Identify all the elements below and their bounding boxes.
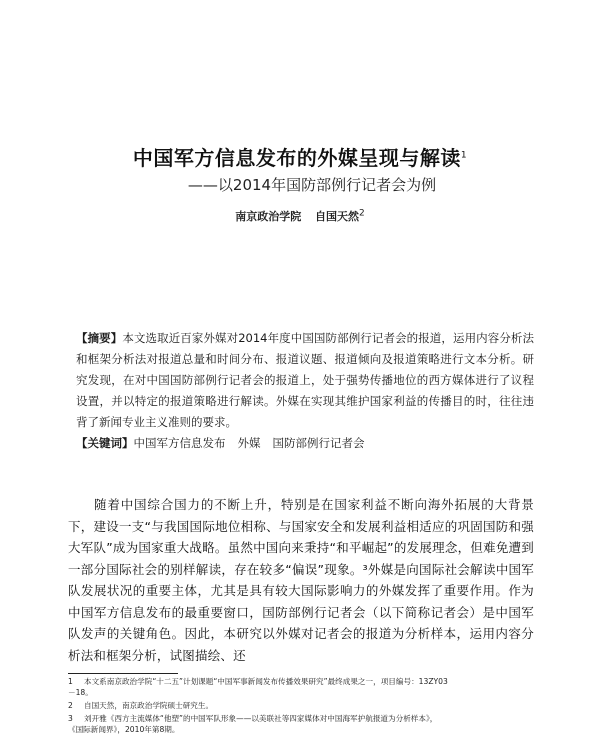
body-paragraph: 随着中国综合国力的不断上升，特别是在国家利益不断向海外拓展的大背景下，建设一支“与我国国际地位相称、与国家安全和发展利益相适应的巩固国防和强大军队”成为国家重大战略。虽然中国向来秉持“和平崛起”的发展理念，但难免遭到一部分国际社会的别样解读，存在较多“偏误”现象。³外媒是向国际社会解读中国军队发展状况的重要主体，尤其是具有较大国际影响力的外媒发挥了重要作用。作为中国军方信息发布的最重要窗口，国防部例行记者会（以下简称记者会）是中国军队发声的关键角色。因此，本研究以外媒对记者会的报道为分析样本，运用内容分析法和框架分析，试图描绘、还: [68, 497, 534, 663]
title-footnote-mark[interactable]: 1: [460, 150, 468, 161]
keyword: 外媒: [237, 436, 261, 450]
footnote: [68, 700, 538, 711]
paper-title-text: 中国军方信息发布的外媒呈现与解读: [132, 146, 461, 170]
author-name: 自国天然$^2$: [315, 208, 365, 223]
author-line: [0, 208, 600, 224]
footnote-text: 自国天然，南京政治学院硕士研究生。: [84, 701, 214, 710]
footnote-text: 刘开雅《西方主流媒体“他塑”的中国军队形象——以美联社等四家媒体对中国海军护航报道为分析样本》，: [84, 714, 438, 723]
keywords: [76, 433, 534, 454]
author-affiliation: 南京政治学院: [235, 210, 302, 223]
abstract: [76, 328, 534, 433]
footnotes: [68, 676, 538, 737]
paper-subtitle: ——以2014年国防部例行记者会为例: [187, 176, 437, 194]
footnote: [68, 713, 538, 735]
author-footnote-mark[interactable]: 2: [359, 208, 365, 219]
footnote-text: 本文系南京政治学院“十二五”计划课题“中国军事新闻发布传播效果研究”最终成果之一，项目编号：13ZY03: [84, 677, 448, 686]
keyword: 中国军方信息发布: [133, 436, 226, 450]
footnote-number: 1: [68, 677, 73, 686]
footnote-divider: [68, 673, 178, 674]
footnote-continuation: 《国际新闻界》，2010年第8期。: [68, 725, 180, 734]
paper-title: [0, 142, 600, 171]
keywords-label: 【关键词】: [76, 436, 134, 450]
footnote-number: 2: [68, 701, 73, 710]
footnote: [68, 676, 538, 698]
abstract-text: 本文选取近百家外媒对2014年度中国国防部例行记者会的报道，运用内容分析法和框架分析法对报道总量和时间分布、报道议题、报道倾向及报道策略进行文本分析。研究发现，在对中国国防部例行记者会的报道上，处于强势传播地位的西方媒体进行了议程设置，并以特定的报道策略进行解读。外媒在实现其维护国家利益的传播目的时，往往违背了新闻专业主义准则的要求。: [76, 331, 535, 429]
footnote-continuation: －18。: [68, 688, 93, 697]
abstract-label: 【摘要】: [76, 331, 123, 345]
keyword: 国防部例行记者会: [272, 436, 365, 450]
footnote-number: 3: [68, 714, 73, 723]
